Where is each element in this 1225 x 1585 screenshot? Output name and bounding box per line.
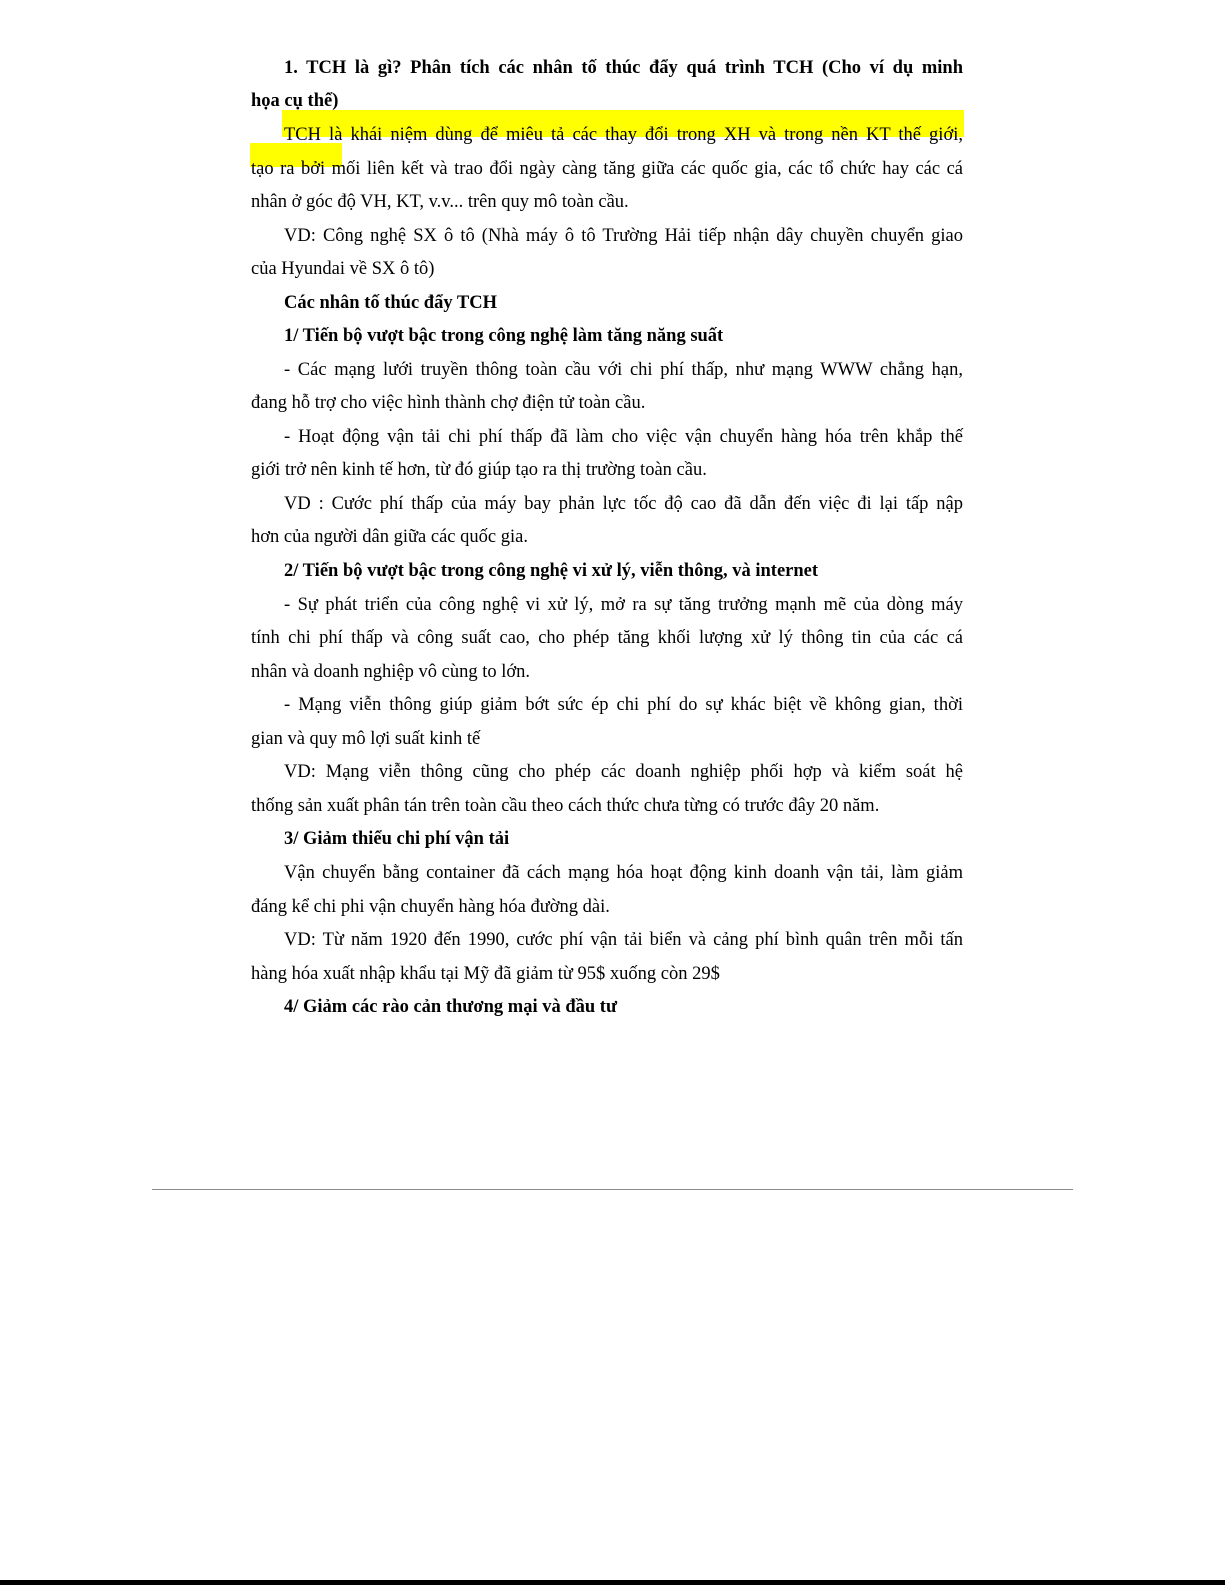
factor-2-title: 2/ Tiến bộ vượt bậc trong công nghệ vi xử lý, viễn thông, và internet <box>284 561 819 581</box>
factor-2-example: thống sản xuất phân tán trên toàn cầu theo cách thức chưa từng có trước đây 20 năm. <box>251 796 880 816</box>
page-divider <box>152 1189 1073 1190</box>
factor-2-text: - Sự phát triển của công nghệ vi xử lý, mở ra sự tăng trưởng mạnh mẽ của dòng máy <box>284 595 963 615</box>
factor-1-text: giới trở nên kinh tế hơn, từ đó giúp tạo ra thị trường toàn cầu. <box>251 460 707 480</box>
factor-1-text: - Hoạt động vận tải chi phí thấp đã làm cho việc vận chuyển hàng hóa trên khắp thế <box>284 427 963 447</box>
factor-1-text: - Các mạng lưới truyền thông toàn cầu với chi phí thấp, như mạng WWW chẳng hạn, <box>284 360 963 380</box>
factor-3-example: VD: Từ năm 1920 đến 1990, cước phí vận tải biển và cảng phí bình quân trên mỗi tấn <box>284 930 963 950</box>
factor-2-text: - Mạng viễn thông giúp giảm bớt sức ép chi phí do sự khác biệt về không gian, thời <box>284 695 963 715</box>
definition-line: nhân ở góc độ VH, KT, v.v... trên quy mô toàn cầu. <box>251 192 629 212</box>
factor-3-title: 3/ Giảm thiểu chi phí vận tải <box>284 829 510 849</box>
factor-2-text: nhân và doanh nghiệp vô cùng to lớn. <box>251 662 531 682</box>
example-line: của Hyundai về SX ô tô) <box>251 259 435 279</box>
example-line: VD: Công nghệ SX ô tô (Nhà máy ô tô Trường Hải tiếp nhận dây chuyền chuyển giao <box>284 226 963 246</box>
factor-1-example: VD : Cước phí thấp của máy bay phản lực tốc độ cao đã dẫn đến việc đi lại tấp nập <box>284 494 963 514</box>
question-heading: 1. TCH là gì? Phân tích các nhân tố thúc đẩy quá trình TCH (Cho ví dụ minh <box>284 58 963 78</box>
factor-3-text: Vận chuyển bằng container đã cách mạng hóa hoạt động kinh doanh vận tải, làm giảm <box>284 863 963 883</box>
factor-4-title: 4/ Giảm các rào cản thương mại và đầu tư <box>284 997 618 1017</box>
factor-2-example: VD: Mạng viễn thông cũng cho phép các doanh nghiệp phối hợp và kiểm soát hệ <box>284 762 963 782</box>
factor-1-example: hơn của người dân giữa các quốc gia. <box>251 527 528 547</box>
factor-2-text: gian và quy mô lợi suất kinh tế <box>251 729 481 749</box>
factor-3-text: đáng kể chi phi vận chuyển hàng hóa đường dài. <box>251 897 610 917</box>
factor-2-text: tính chi phí thấp và công suất cao, cho phép tăng khối lượng xử lý thông tin của các cá <box>251 628 963 648</box>
factor-1-text: đang hỗ trợ cho việc hình thành chợ điện tử toàn cầu. <box>251 393 646 413</box>
section-title: Các nhân tố thúc đẩy TCH <box>284 293 497 313</box>
page-bottom-edge <box>0 1580 1225 1585</box>
definition-line: TCH là khái niệm dùng để miêu tả các thay đổi trong XH và trong nền KT thế giới, <box>284 125 963 145</box>
definition-line: tạo ra bởi mối liên kết và trao đổi ngày càng tăng giữa các quốc gia, các tổ chức hay các cá <box>251 159 963 179</box>
question-heading-cont: họa cụ thể) <box>251 91 339 111</box>
factor-1-title: 1/ Tiến bộ vượt bậc trong công nghệ làm tăng năng suất <box>284 326 724 346</box>
factor-3-example: hàng hóa xuất nhập khẩu tại Mỹ đã giảm từ 95$ xuống còn 29$ <box>251 964 720 984</box>
